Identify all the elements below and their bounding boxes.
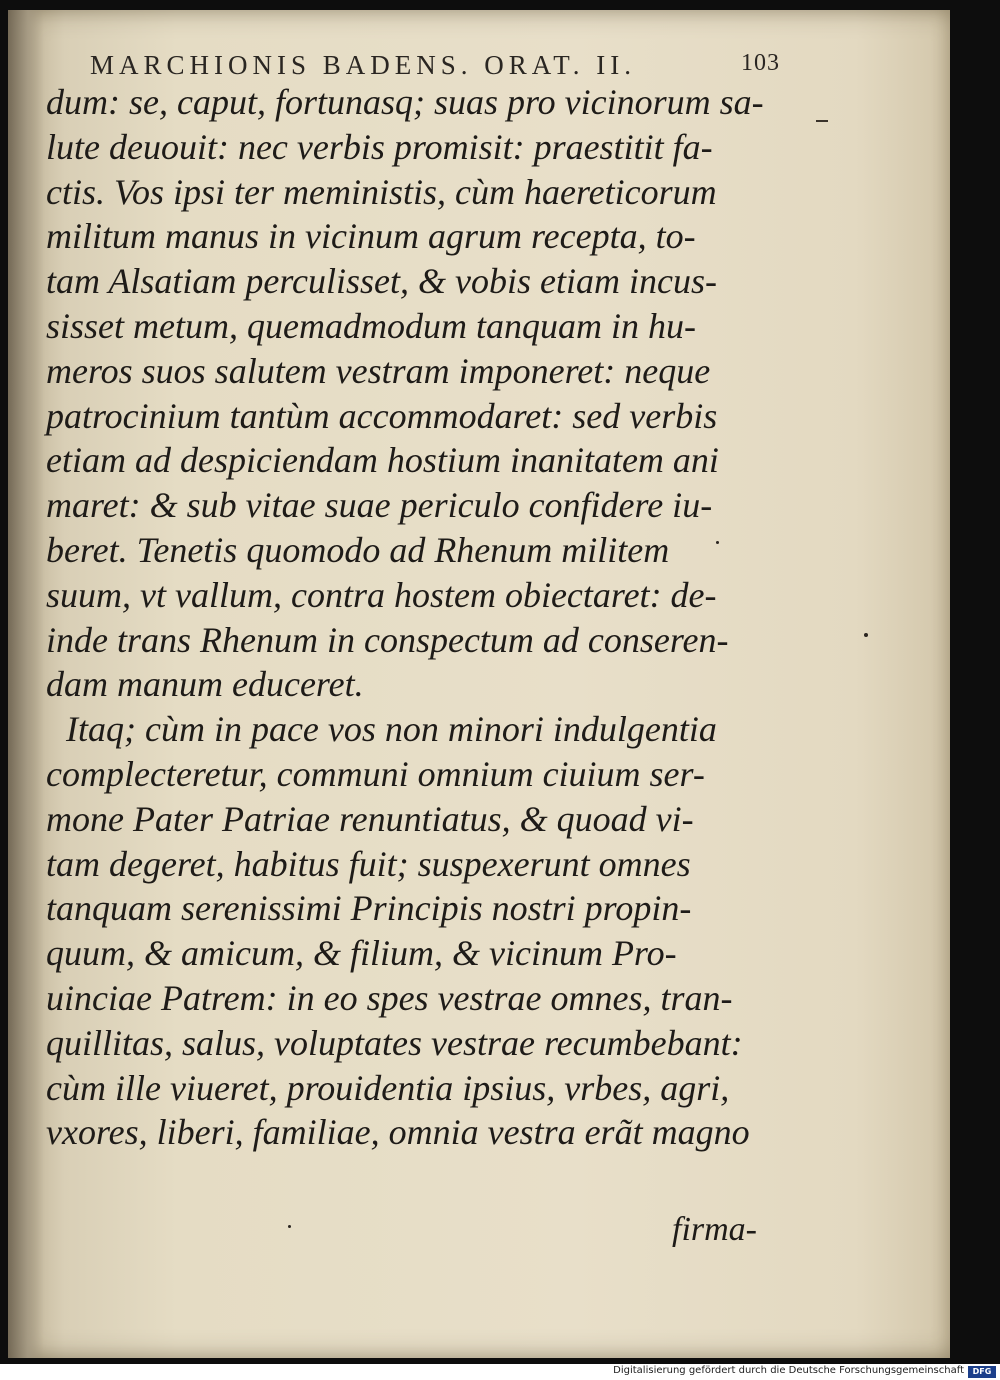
text-line: tanquam serenissimi Principis nostri propin- xyxy=(46,888,692,929)
text-line: maret: & sub vitae suae periculo confidere iu- xyxy=(46,485,713,526)
text-line: complecteretur, communi omnium ciuium ser- xyxy=(46,753,705,794)
text-line: etiam ad despiciendam hostium inanitatem ani xyxy=(46,440,719,481)
page-gutter-shadow xyxy=(8,10,44,1358)
text-line: vxores, liberi, familiae, omnia vestra erãt magno xyxy=(46,1112,750,1153)
text-line: tam degeret, habitus fuit; suspexerunt omnes xyxy=(46,843,691,884)
digitization-credit: Digitalisierung gefördert durch die Deutsche Forschungsgemeinschaft xyxy=(613,1365,964,1376)
text-line: uinciae Patrem: in eo spes vestrae omnes, tran- xyxy=(46,977,733,1018)
text-line: beret. Tenetis quomodo ad Rhenum militem xyxy=(46,529,670,570)
dfg-logo: DFG xyxy=(968,1366,996,1378)
text-line: suum, vt vallum, contra hostem obiectaret: de- xyxy=(46,574,717,615)
text-line: militum manus in vicinum agrum recepta, to- xyxy=(46,216,696,257)
text-line: patrocinium tantùm accommodaret: sed verbis xyxy=(46,395,718,436)
ink-speck xyxy=(716,541,719,544)
paragraph-start-line: Itaq; cùm in pace vos non minori indulgentia xyxy=(66,709,717,750)
text-line: inde trans Rhenum in conspectum ad conseren- xyxy=(46,619,729,660)
text-line: quillitas, salus, voluptates vestrae recumbebant: xyxy=(46,1022,743,1063)
text-line: sisset metum, quemadmodum tanquam in hu- xyxy=(46,305,696,346)
ink-speck xyxy=(288,1225,291,1228)
text-line: ctis. Vos ipsi ter meministis, cùm haereticorum xyxy=(46,171,717,212)
text-line: lute deuouit: nec verbis promisit: praestitit fa- xyxy=(46,126,713,167)
text-line: meros suos salutem vestram imponeret: neque xyxy=(46,350,711,391)
page-number: 103 xyxy=(741,50,780,76)
text-line: tam Alsatiam perculisset, & vobis etiam incus- xyxy=(46,261,717,302)
text-line: cùm ille viueret, prouidentia ipsius, vrbes, agri, xyxy=(46,1067,730,1108)
text-line: quum, & amicum, & filium, & vicinum Pro- xyxy=(46,933,677,974)
page-text xyxy=(46,80,786,1155)
margin-dash xyxy=(816,120,828,122)
running-head-title: MARCHIONIS BADENS. ORAT. II. xyxy=(90,50,637,80)
text-line: dam manum educeret. xyxy=(46,664,364,705)
ink-speck xyxy=(864,633,868,637)
text-line: mone Pater Patriae renuntiatus, & quoad vi- xyxy=(46,798,694,839)
catchword: firma- xyxy=(672,1211,757,1248)
text-line: dum: se, caput, fortunasq; suas pro vicinorum sa- xyxy=(46,82,764,122)
